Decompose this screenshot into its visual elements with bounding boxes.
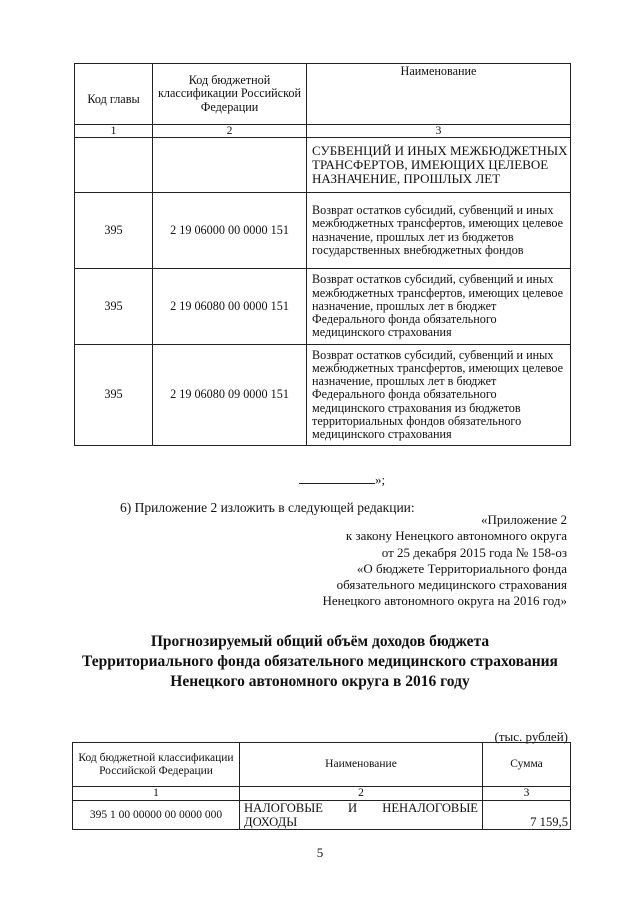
header-chapter-code: Код главы: [75, 64, 153, 125]
title-line: Прогнозируемый общий объём доходов бюджета: [150, 633, 490, 650]
table-row: [73, 801, 571, 830]
document-title: [0, 632, 640, 692]
chapter-code-cell: 395: [75, 345, 153, 446]
quote-close-line: [299, 471, 385, 488]
appendix-line: к закону Ненецкого автономного округа: [345, 528, 567, 544]
header-sum: Сумма: [483, 743, 571, 787]
column-number-row: [75, 125, 571, 138]
name-cell: СУБВЕНЦИЙ И ИНЫХ МЕЖБЮДЖЕТНЫХ ТРАНСФЕРТОВ, ИМЕЮЩИХ ЦЕЛЕВОЕ НАЗНАЧЕНИЕ, ПРОШЛЫХ ЛЕТ: [307, 138, 571, 193]
name-cell: Возврат остатков субсидий, субвенций и иных межбюджетных трансфертов, имеющих целевое назначение, прошлых лет в бюджет Федерального фонда обязательного медицинского страхования из бюджетов территориальных фондов обязательного медицинского страхования: [307, 345, 571, 446]
table-row: [75, 345, 571, 446]
units-label: (тыс. рублей): [494, 729, 568, 744]
kbk-cell: 2 19 06000 00 0000 151: [153, 193, 307, 269]
amendment-item: 6) Приложение 2 изложить в следующей редакции:: [120, 500, 415, 515]
closing-mark: »;: [375, 472, 386, 487]
chapter-code-cell: [75, 138, 153, 193]
kbk-cell: [153, 138, 307, 193]
appendix-line: «Приложение 2: [480, 512, 567, 527]
sum-cell: 7 159,5: [483, 801, 571, 830]
chapter-code-cell: 395: [75, 193, 153, 269]
appendix-header: [237, 512, 567, 610]
appendix-line: обязательного медицинского страхования: [336, 577, 567, 593]
title-line: Ненецкого автономного округа в 2016 году: [170, 673, 470, 690]
header-kbk: Код бюджетной классификации Российской Федерации: [153, 64, 307, 125]
revenue-table: [72, 742, 571, 830]
column-number: 1: [75, 125, 153, 138]
kbk-cell: 395 1 00 00000 00 0000 000: [73, 801, 240, 830]
appendix-line: от 25 декабря 2015 года № 158-оз: [381, 544, 567, 560]
appendix-line: Ненецкого автономного округа на 2016 год»: [322, 593, 567, 609]
table-row: [75, 138, 571, 193]
kbk-cell: 2 19 06080 00 0000 151: [153, 269, 307, 345]
budget-codes-table: [74, 63, 571, 446]
name-cell: Возврат остатков субсидий, субвенций и иных межбюджетных трансфертов, имеющих целевое назначение, прошлых лет в бюджет Федерального фонда обязательного медицинского страхования: [307, 269, 571, 345]
page-number: 5: [316, 845, 324, 860]
column-number: 3: [307, 125, 571, 138]
appendix-line: «О бюджете Территориального фонда: [356, 560, 567, 576]
header-name: Наименование: [307, 64, 571, 125]
column-number: 1: [73, 787, 240, 801]
column-number: 2: [153, 125, 307, 138]
table-header-row: [75, 64, 571, 125]
header-name: Наименование: [240, 743, 483, 787]
column-number: 3: [483, 787, 571, 801]
column-number: 2: [240, 787, 483, 801]
title-line: Территориального фонда обязательного медицинского страхования: [82, 653, 558, 670]
kbk-cell: 2 19 06080 09 0000 151: [153, 345, 307, 446]
column-number-row: [73, 787, 571, 801]
table-row: [75, 269, 571, 345]
chapter-code-cell: 395: [75, 269, 153, 345]
header-kbk: Код бюджетной классификации Российской Федерации: [73, 743, 240, 787]
name-cell: НАЛОГОВЫЕ И НЕНАЛОГОВЫЕ ДОХОДЫ: [240, 801, 483, 830]
underline-blank: [299, 471, 375, 484]
name-cell: Возврат остатков субсидий, субвенций и иных межбюджетных трансфертов, имеющих целевое назначение, прошлых лет из бюджетов государственных внебюджетных фондов: [307, 193, 571, 269]
table-row: [75, 193, 571, 269]
table-header-row: [73, 743, 571, 787]
